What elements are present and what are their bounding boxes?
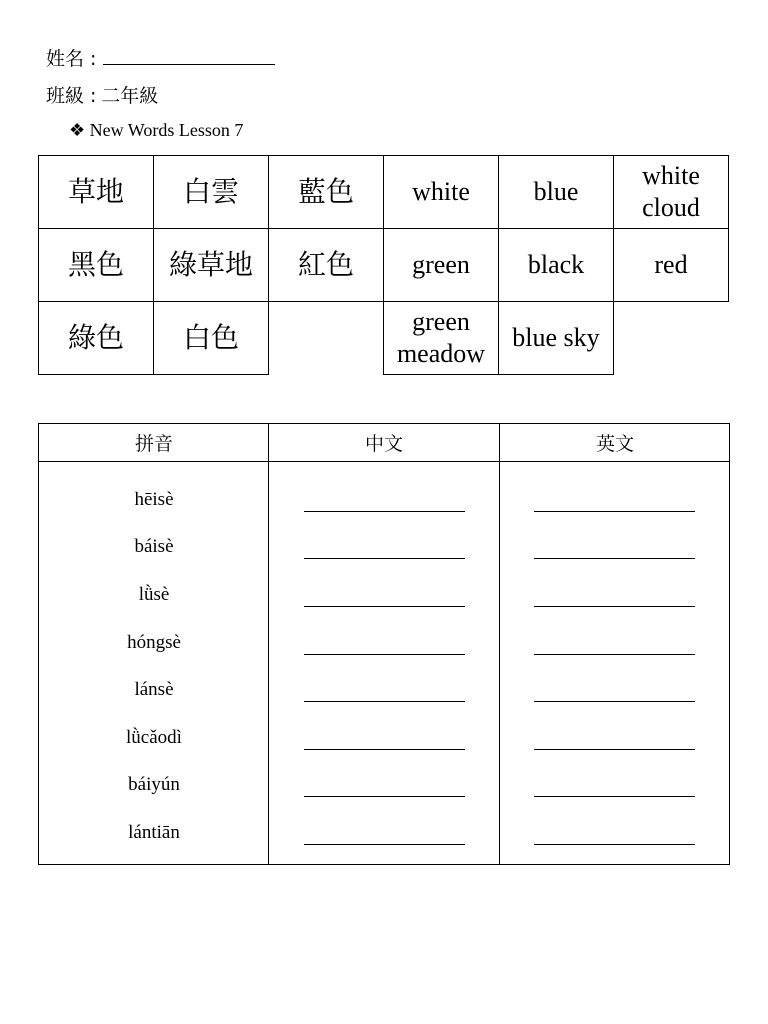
chinese-answer-blank[interactable] <box>304 844 465 845</box>
vocab-english-cell: blue sky <box>498 301 614 375</box>
column-header-pinyin: 拼音 <box>134 433 173 455</box>
english-answer-blank[interactable] <box>534 844 695 845</box>
chinese-answer-blank[interactable] <box>304 796 465 797</box>
vocab-english-cell: blue <box>498 155 614 229</box>
diamond-bullet-icon: ❖ <box>69 120 86 140</box>
pinyin-prompt: lántiān <box>128 822 180 843</box>
name-blank-line[interactable] <box>103 48 275 65</box>
vocab-english-cell: white <box>383 155 499 229</box>
vocab-chinese-cell: 白色 <box>153 301 269 375</box>
vocabulary-grid <box>38 155 730 376</box>
vocab-chinese-cell: 紅色 <box>268 228 384 302</box>
vocab-chinese-cell: 草地 <box>38 155 154 229</box>
worksheet-table <box>38 423 730 865</box>
vocab-english-cell: red <box>613 228 729 302</box>
pinyin-prompt: lánsè <box>134 679 174 700</box>
lesson-subtitle <box>69 119 243 141</box>
class-label: 班級 : <box>46 85 97 107</box>
name-field-row <box>46 48 275 71</box>
worksheet-row <box>39 480 729 520</box>
worksheet-row <box>39 575 729 615</box>
name-label: 姓名 : <box>46 48 97 70</box>
vocab-english-cell: black <box>498 228 614 302</box>
pinyin-prompt: hēisè <box>134 489 174 510</box>
class-value: 二年級 <box>101 85 159 107</box>
chinese-answer-blank[interactable] <box>304 558 465 559</box>
pinyin-prompt: báiyún <box>128 774 180 795</box>
vocab-chinese-cell: 黑色 <box>38 228 154 302</box>
english-answer-blank[interactable] <box>534 796 695 797</box>
chinese-answer-blank[interactable] <box>304 654 465 655</box>
vocab-english-cell: white cloud <box>613 155 729 229</box>
pinyin-prompt: hóngsè <box>127 632 181 653</box>
vocab-chinese-cell: 藍色 <box>268 155 384 229</box>
worksheet-row <box>39 718 729 758</box>
worksheet-row <box>39 670 729 710</box>
english-answer-blank[interactable] <box>534 511 695 512</box>
vocab-chinese-cell: 綠草地 <box>153 228 269 302</box>
pinyin-prompt: lǜcǎodì <box>126 727 182 748</box>
lesson-title: New Words Lesson 7 <box>89 120 244 140</box>
pinyin-prompt: lǜsè <box>138 584 170 605</box>
pinyin-prompt: báisè <box>134 536 174 557</box>
chinese-answer-blank[interactable] <box>304 511 465 512</box>
chinese-answer-blank[interactable] <box>304 606 465 607</box>
vocab-chinese-cell: 白雲 <box>153 155 269 229</box>
worksheet-row <box>39 813 729 853</box>
column-header-chinese: 中文 <box>364 433 403 455</box>
worksheet-row <box>39 527 729 567</box>
vocab-english-cell: green <box>383 228 499 302</box>
vocab-english-cell: green meadow <box>383 301 499 375</box>
worksheet-header-row <box>39 424 729 462</box>
worksheet-row <box>39 765 729 805</box>
worksheet-row <box>39 623 729 663</box>
column-header-english: 英文 <box>595 433 634 455</box>
chinese-answer-blank[interactable] <box>304 701 465 702</box>
vocab-chinese-cell: 綠色 <box>38 301 154 375</box>
english-answer-blank[interactable] <box>534 701 695 702</box>
class-field-row <box>46 85 158 108</box>
english-answer-blank[interactable] <box>534 654 695 655</box>
chinese-answer-blank[interactable] <box>304 749 465 750</box>
english-answer-blank[interactable] <box>534 606 695 607</box>
english-answer-blank[interactable] <box>534 749 695 750</box>
english-answer-blank[interactable] <box>534 558 695 559</box>
